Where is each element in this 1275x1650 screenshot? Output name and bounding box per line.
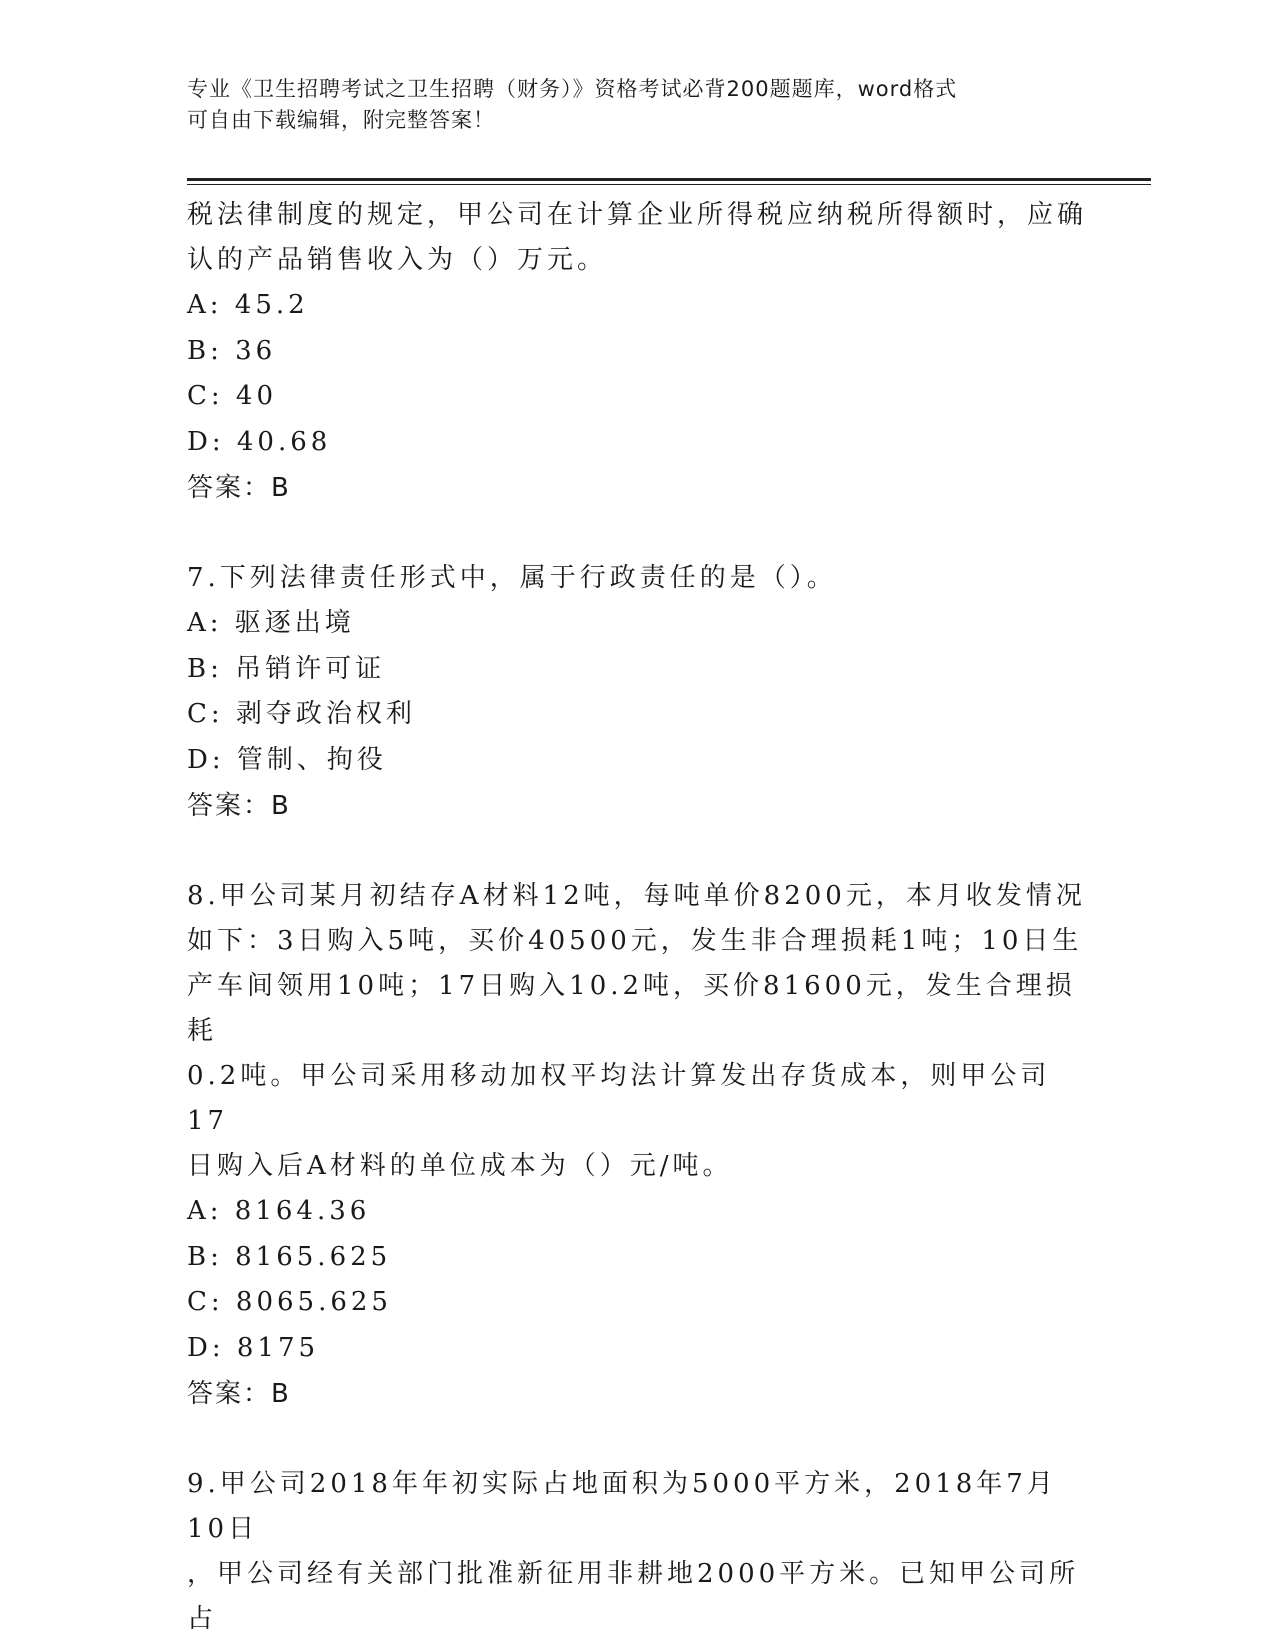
question-stem-line: 日购入后A材料的单位成本为（）元/吨。: [187, 1151, 733, 1181]
document-header: [187, 74, 1087, 136]
question-stem-line: 税法律制度的规定，甲公司在计算企业所得税应纳税所得额时，应确: [187, 200, 1088, 230]
option-a: A: 8164.36: [187, 1196, 371, 1226]
question-stem-line: 认的产品销售收入为（）万元。: [187, 245, 608, 275]
option-c: C: 40: [187, 381, 278, 411]
question-stem-line: 9.甲公司2018年年初实际占地面积为5000平方米，2018年7月10日: [187, 1469, 1057, 1544]
question-stem-line: ，甲公司经有关部门批准新征用非耕地2000平方米。已知甲公司所占: [187, 1559, 1080, 1634]
answer-line: 答案：B: [187, 473, 291, 503]
header-divider-thin: [187, 184, 1151, 185]
question-7: [187, 556, 1087, 829]
question-stem-line: 0.2吨。甲公司采用移动加权平均法计算发出存货成本，则甲公司17: [187, 1061, 1051, 1136]
option-d: D: 8175: [187, 1332, 320, 1363]
option-a: A: 驱逐出境: [187, 608, 355, 638]
header-line-2: 可自由下载编辑，附完整答案！: [187, 108, 495, 132]
option-a: A: 45.2: [187, 290, 309, 320]
question-list: [187, 193, 1087, 1642]
header-divider-thick: [187, 178, 1151, 181]
question-9: [187, 1462, 1087, 1642]
question-stem-line: 如下：3日购入5吨，买价40500元，发生非合理损耗1吨；10日生: [187, 926, 1083, 956]
header-line-1: 专业《卫生招聘考试之卫生招聘（财务）》资格考试必背200题题库，word格式: [187, 77, 958, 101]
option-d: D: 管制、拘役: [187, 744, 387, 775]
option-b: B: 36: [187, 335, 277, 366]
answer-line: 答案：B: [187, 791, 291, 821]
question-stem-line: 8.甲公司某月初结存A材料12吨，每吨单价8200元，本月收发情况: [187, 881, 1086, 911]
option-d: D: 40.68: [187, 426, 332, 457]
option-b: B: 8165.625: [187, 1241, 392, 1272]
option-b: B: 吊销许可证: [187, 653, 386, 684]
option-c: C: 8065.625: [187, 1287, 392, 1317]
answer-line: 答案：B: [187, 1379, 291, 1409]
option-c: C: 剥夺政治权利: [187, 699, 416, 729]
question-stem-line: 产车间领用10吨；17日购入10.2吨，买价81600元，发生合理损耗: [187, 971, 1076, 1046]
question-8: [187, 874, 1087, 1417]
question-6: [187, 193, 1087, 511]
question-stem-line: 7.下列法律责任形式中，属于行政责任的是（）。: [187, 563, 837, 593]
